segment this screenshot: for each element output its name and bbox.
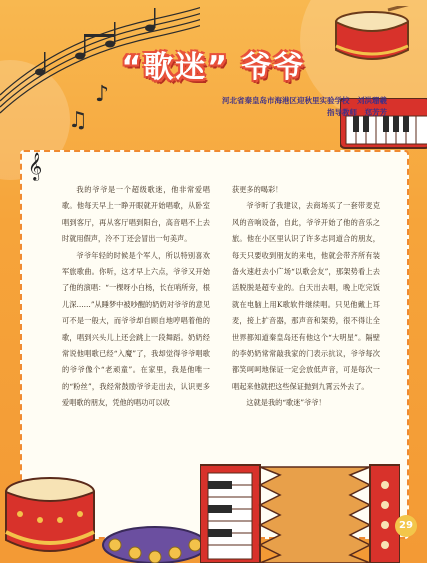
paragraph: 爷爷年轻的时候是个军人，所以特别喜欢军旅歌曲。你听，这才早上六点，爷爷又开始了他的演唱：“一棵呀小白杨，长在哨所旁，根儿深……”从睡梦中被吵醒的奶奶对爷爷的意见可不是一般大，而爷爷却自顾自地哼唱着他的歌，唱到兴头儿上还会跳上一段舞蹈。奶奶经常说他唱歌已经“入魔”了，我却觉得爷爷唱歌的爷爷像个“老顽童”。在家里，我是他唯一的“粉丝”，我经常鼓励爷爷走出去，认识更多爱唱歌的朋友，凭他的唱功可以收 xyxy=(62,250,210,408)
author-info xyxy=(222,95,387,119)
music-note-icon: ♫ xyxy=(68,108,88,133)
drum-illustration xyxy=(0,462,110,563)
music-note-icon: ♪ xyxy=(95,82,110,107)
paragraph: 我的爷爷是一个超级歌迷，他非常爱唱歌。他每天早上一睁开眼就开始唱歌，从卧室唱到客厅，再从客厅唱到阳台，高音唱不上去时就用假声，冷不丁还会冒出一句美声。 xyxy=(62,185,210,244)
treble-clef-icon: 𝄞 xyxy=(28,152,43,180)
article-left-column xyxy=(62,182,210,412)
paragraph: 这就是我的“歌迷”爷爷！ xyxy=(246,398,326,408)
article-right-column xyxy=(232,182,380,412)
page-title: “歌迷” 爷爷 xyxy=(121,50,306,85)
teacher-line: 指导教师 郑芳芳 xyxy=(327,108,387,117)
tambourine-illustration xyxy=(100,515,210,563)
author-school-line: 河北省秦皇岛市海港区迎秋里实验学校 刘洪珊羲 xyxy=(222,96,387,105)
page-number: 29 xyxy=(395,515,417,537)
paragraph: 爷爷听了我建议，去商场买了一套带麦克风的音响设备，自此，爷爷开始了他的音乐之旅。他在小区里认识了许多志同道合的朋友，每天只要收到朋友的来电，他就会带齐所有装备火速赶去小广场“以歌会友”，那架势看上去活脱脱是超专业的。白天出去唱，晚上吃完饭就在电脑上用K歌软件继续唱。只见他戴上耳麦，接上扩音器，那声音和架势，很不得让全世界都知道秦皇岛还有他这个“大明星”。隔壁的李奶奶常常敲我家的门表示抗议，爷爷每次都笑呵呵地保证一定会放低声音，可是每次一唱起来他就把这些保证抛到九霄云外去了。 xyxy=(232,201,380,391)
paragraph: 获更多的喝彩！ xyxy=(232,185,283,194)
accordion-illustration xyxy=(200,445,400,563)
